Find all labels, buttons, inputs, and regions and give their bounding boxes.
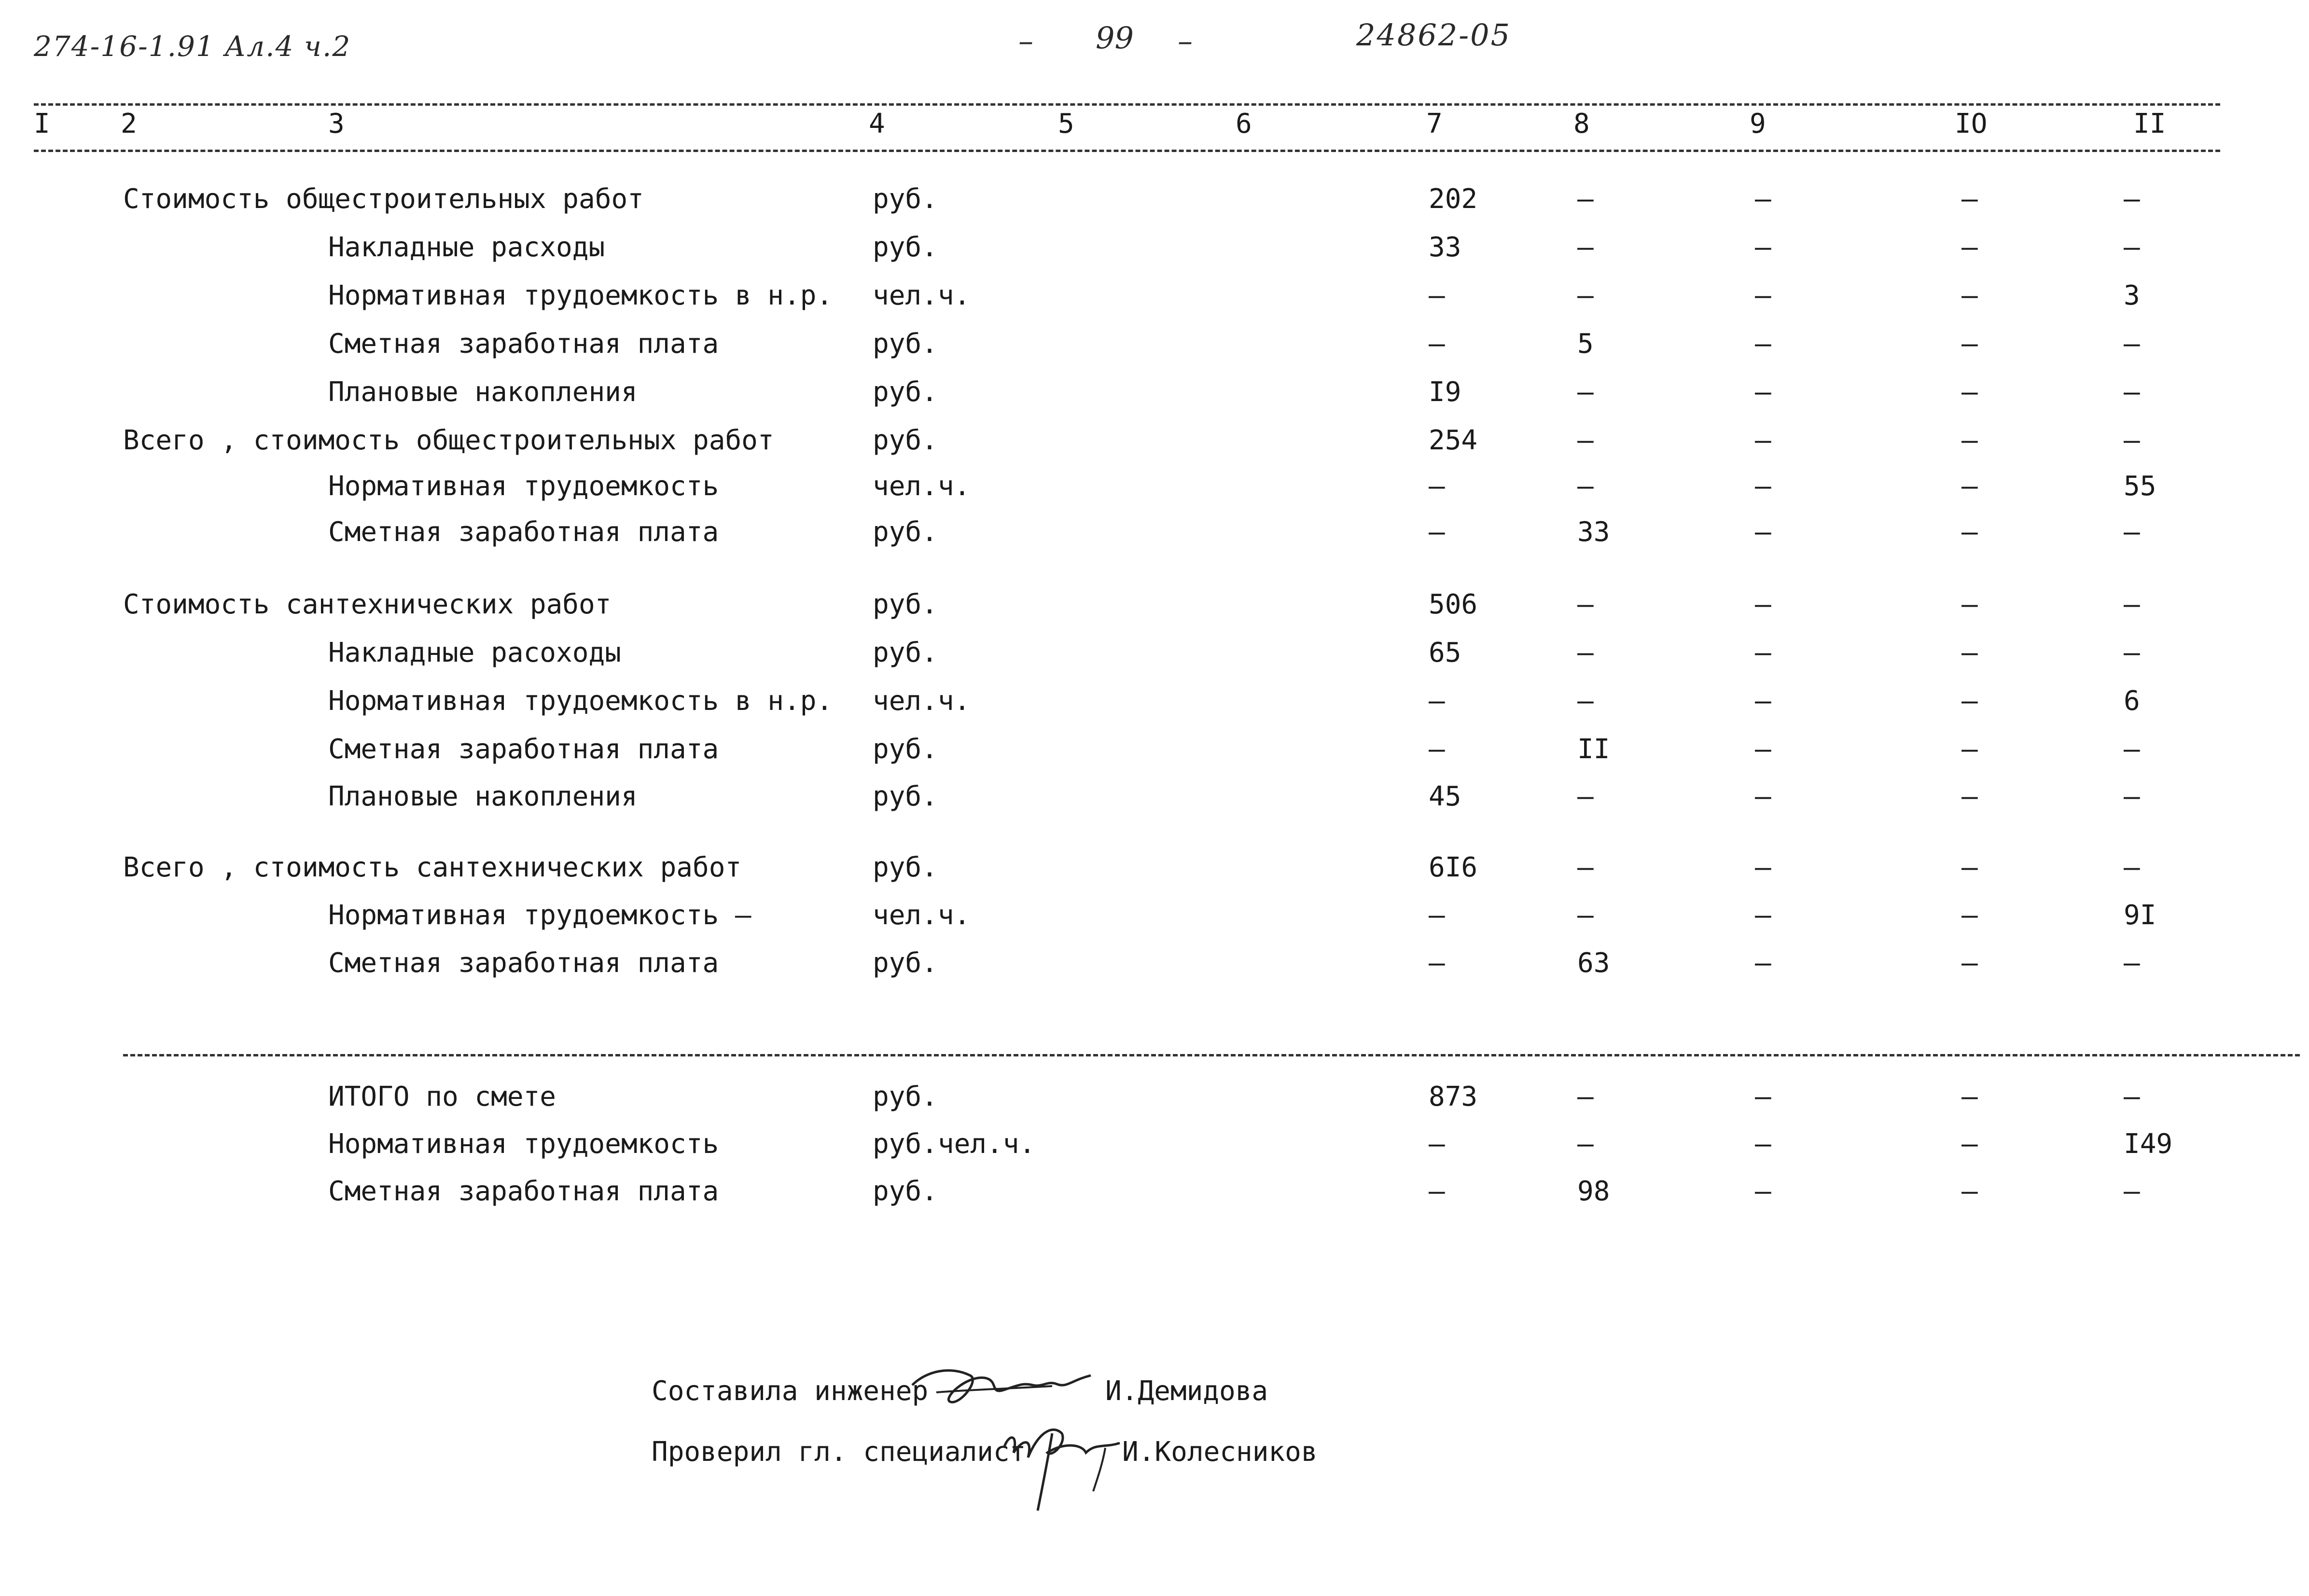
compiled-by-label: Составила инженер — [652, 1375, 929, 1407]
col-8-value: – — [1577, 1128, 1594, 1160]
col-7-value: – — [1429, 947, 1445, 979]
table-row — [0, 734, 2309, 777]
row-label: Всего , стоимость общестроительных работ — [123, 425, 774, 456]
col-7-value: – — [1429, 328, 1445, 360]
page-number: 99 — [1096, 20, 1134, 56]
col-7-value: – — [1429, 471, 1445, 502]
col-11-value: – — [2124, 516, 2140, 548]
col-9-value: – — [1755, 1081, 1771, 1112]
table-row — [0, 1081, 2309, 1124]
col-7-value: – — [1429, 516, 1445, 548]
compiled-signature — [907, 1356, 1100, 1419]
row-unit: руб. — [873, 781, 938, 812]
table-row — [0, 471, 2309, 514]
col-7-value: 6I6 — [1429, 852, 1478, 883]
col-10-value: – — [1961, 947, 1978, 979]
row-label: Нормативная трудоемкость в н.р. — [328, 685, 833, 717]
col-9-value: – — [1755, 232, 1771, 263]
col-9-value: – — [1755, 947, 1771, 979]
col-7-value: – — [1429, 1176, 1445, 1207]
col-9-value: – — [1755, 471, 1771, 502]
col-11-value: 9I — [2124, 900, 2156, 931]
col-11-value: – — [2124, 232, 2140, 263]
col-7-value: – — [1429, 734, 1445, 765]
table-row — [0, 1128, 2309, 1172]
col-9-value: – — [1755, 516, 1771, 548]
col-11-value: – — [2124, 781, 2140, 812]
row-unit: руб. — [873, 328, 938, 360]
table-row — [0, 376, 2309, 420]
row-label: Нормативная трудоемкость — [328, 1128, 719, 1160]
row-label: Сметная заработная плата — [328, 734, 719, 765]
row-label: Плановые накопления — [328, 781, 638, 812]
row-label: Сметная заработная плата — [328, 328, 719, 360]
row-label: Сметная заработная плата — [328, 1176, 719, 1207]
column-number: 5 — [1058, 108, 1074, 139]
table-row — [0, 947, 2309, 991]
checked-signature — [994, 1414, 1129, 1515]
col-9-value: – — [1755, 781, 1771, 812]
row-unit: руб. — [873, 516, 938, 548]
totals-separator-rule — [123, 1054, 2300, 1056]
table-row — [0, 852, 2309, 895]
col-10-value: – — [1961, 425, 1978, 456]
col-7-value: – — [1429, 1128, 1445, 1160]
col-8-value: – — [1577, 425, 1594, 456]
col-11-value: – — [2124, 376, 2140, 408]
col-9-value: – — [1755, 589, 1771, 620]
col-8-value: 98 — [1577, 1176, 1610, 1207]
col-11-value: – — [2124, 637, 2140, 668]
col-8-value: 63 — [1577, 947, 1610, 979]
col-11-value: – — [2124, 1176, 2140, 1207]
col-8-value: – — [1577, 637, 1594, 668]
row-unit: руб. — [873, 183, 938, 215]
row-unit: чел.ч. — [873, 685, 971, 717]
table-row — [0, 280, 2309, 323]
col-8-value: – — [1577, 900, 1594, 931]
compiled-by-name: И.Демидова — [1105, 1375, 1268, 1407]
page-dash-left: – — [1018, 23, 1033, 58]
table-row — [0, 183, 2309, 227]
col-9-value: – — [1755, 183, 1771, 215]
col-7-value: – — [1429, 280, 1445, 311]
table-row — [0, 637, 2309, 680]
col-8-value: – — [1577, 280, 1594, 311]
row-unit: чел.ч. — [873, 280, 971, 311]
col-7-value: 33 — [1429, 232, 1461, 263]
header-bottom-rule — [34, 150, 2220, 152]
col-9-value: – — [1755, 1176, 1771, 1207]
row-unit: чел.ч. — [873, 900, 971, 931]
col-11-value: – — [2124, 852, 2140, 883]
col-9-value: – — [1755, 425, 1771, 456]
table-row — [0, 516, 2309, 560]
table-row — [0, 589, 2309, 632]
col-11-value: – — [2124, 589, 2140, 620]
row-unit: руб. — [873, 232, 938, 263]
col-9-value: – — [1755, 328, 1771, 360]
row-label: Сметная заработная плата — [328, 947, 719, 979]
row-unit: руб. — [873, 376, 938, 408]
table-row — [0, 1176, 2309, 1219]
col-10-value: – — [1961, 376, 1978, 408]
row-unit: чел.ч. — [873, 471, 971, 502]
col-10-value: – — [1961, 685, 1978, 717]
table-row — [0, 425, 2309, 468]
col-7-value: 506 — [1429, 589, 1478, 620]
document-reference-code: 274-16-1.91 Ал.4 ч.2 — [34, 30, 351, 63]
col-8-value: – — [1577, 781, 1594, 812]
row-unit: руб. — [873, 589, 938, 620]
col-7-value: 873 — [1429, 1081, 1478, 1112]
col-11-value: I49 — [2124, 1128, 2173, 1160]
column-number: 9 — [1750, 108, 1766, 139]
col-9-value: – — [1755, 734, 1771, 765]
col-11-value: – — [2124, 328, 2140, 360]
header-top-rule — [34, 103, 2220, 106]
col-8-value: – — [1577, 852, 1594, 883]
col-8-value: – — [1577, 376, 1594, 408]
col-11-value: 3 — [2124, 280, 2140, 311]
col-8-value: II — [1577, 734, 1610, 765]
row-unit: руб.чел.ч. — [873, 1128, 1036, 1160]
row-label: Накладные расходы — [328, 232, 605, 263]
table-row — [0, 232, 2309, 275]
col-10-value: – — [1961, 781, 1978, 812]
table-row — [0, 781, 2309, 824]
col-10-value: – — [1961, 328, 1978, 360]
col-8-value: 33 — [1577, 516, 1610, 548]
col-7-value: – — [1429, 900, 1445, 931]
row-label: Сметная заработная плата — [328, 516, 719, 548]
col-10-value: – — [1961, 516, 1978, 548]
col-8-value: – — [1577, 589, 1594, 620]
page-dash-right: – — [1178, 23, 1193, 58]
col-9-value: – — [1755, 1128, 1771, 1160]
column-number: 6 — [1236, 108, 1252, 139]
col-9-value: – — [1755, 685, 1771, 717]
column-number: 7 — [1426, 108, 1443, 139]
col-10-value: – — [1961, 183, 1978, 215]
col-8-value: – — [1577, 183, 1594, 215]
column-number: 4 — [869, 108, 885, 139]
col-7-value: I9 — [1429, 376, 1461, 408]
col-11-value: – — [2124, 1081, 2140, 1112]
table-row — [0, 685, 2309, 729]
col-9-value: – — [1755, 900, 1771, 931]
col-7-value: 65 — [1429, 637, 1461, 668]
column-number: II — [2133, 108, 2166, 139]
table-row — [0, 328, 2309, 372]
col-8-value: – — [1577, 232, 1594, 263]
col-10-value: – — [1961, 232, 1978, 263]
row-label: Накладные расоходы — [328, 637, 621, 668]
col-8-value: – — [1577, 1081, 1594, 1112]
column-number: IO — [1955, 108, 1988, 139]
column-number: 3 — [328, 108, 345, 139]
col-10-value: – — [1961, 900, 1978, 931]
row-label: Нормативная трудоемкость – — [328, 900, 751, 931]
col-10-value: – — [1961, 734, 1978, 765]
col-11-value: 55 — [2124, 471, 2156, 502]
col-10-value: – — [1961, 1081, 1978, 1112]
col-7-value: 202 — [1429, 183, 1478, 215]
column-number: 2 — [121, 108, 137, 139]
row-label: Всего , стоимость сантехнических работ — [123, 852, 742, 883]
col-10-value: – — [1961, 852, 1978, 883]
col-10-value: – — [1961, 1128, 1978, 1160]
column-number: 8 — [1573, 108, 1590, 139]
row-label: Плановые накопления — [328, 376, 638, 408]
col-9-value: – — [1755, 637, 1771, 668]
column-number: I — [34, 108, 50, 139]
col-8-value: – — [1577, 685, 1594, 717]
col-11-value: – — [2124, 947, 2140, 979]
row-unit: руб. — [873, 947, 938, 979]
col-8-value: 5 — [1577, 328, 1594, 360]
document-number: 24862-05 — [1356, 17, 1512, 53]
row-unit: руб. — [873, 1176, 938, 1207]
row-label: Нормативная трудоемкость в н.р. — [328, 280, 833, 311]
row-label: Нормативная трудоемкость — [328, 471, 719, 502]
row-unit: руб. — [873, 852, 938, 883]
col-9-value: – — [1755, 280, 1771, 311]
col-10-value: – — [1961, 1176, 1978, 1207]
row-label: Стоимость общестроительных работ — [123, 183, 644, 215]
col-9-value: – — [1755, 852, 1771, 883]
col-7-value: 45 — [1429, 781, 1461, 812]
col-10-value: – — [1961, 589, 1978, 620]
col-10-value: – — [1961, 637, 1978, 668]
table-row — [0, 900, 2309, 943]
col-7-value: 254 — [1429, 425, 1478, 456]
col-11-value: – — [2124, 734, 2140, 765]
checked-by-label: Проверил гл. специалист — [652, 1436, 1026, 1468]
row-label: Стоимость сантехнических работ — [123, 589, 612, 620]
row-unit: руб. — [873, 637, 938, 668]
row-unit: руб. — [873, 1081, 938, 1112]
col-10-value: – — [1961, 280, 1978, 311]
row-unit: руб. — [873, 425, 938, 456]
col-11-value: – — [2124, 425, 2140, 456]
col-10-value: – — [1961, 471, 1978, 502]
checked-by-name: И.Колесников — [1122, 1436, 1318, 1468]
col-11-value: – — [2124, 183, 2140, 215]
row-unit: руб. — [873, 734, 938, 765]
col-8-value: – — [1577, 471, 1594, 502]
col-7-value: – — [1429, 685, 1445, 717]
col-11-value: 6 — [2124, 685, 2140, 717]
col-9-value: – — [1755, 376, 1771, 408]
row-label: ИТОГО по смете — [328, 1081, 556, 1112]
